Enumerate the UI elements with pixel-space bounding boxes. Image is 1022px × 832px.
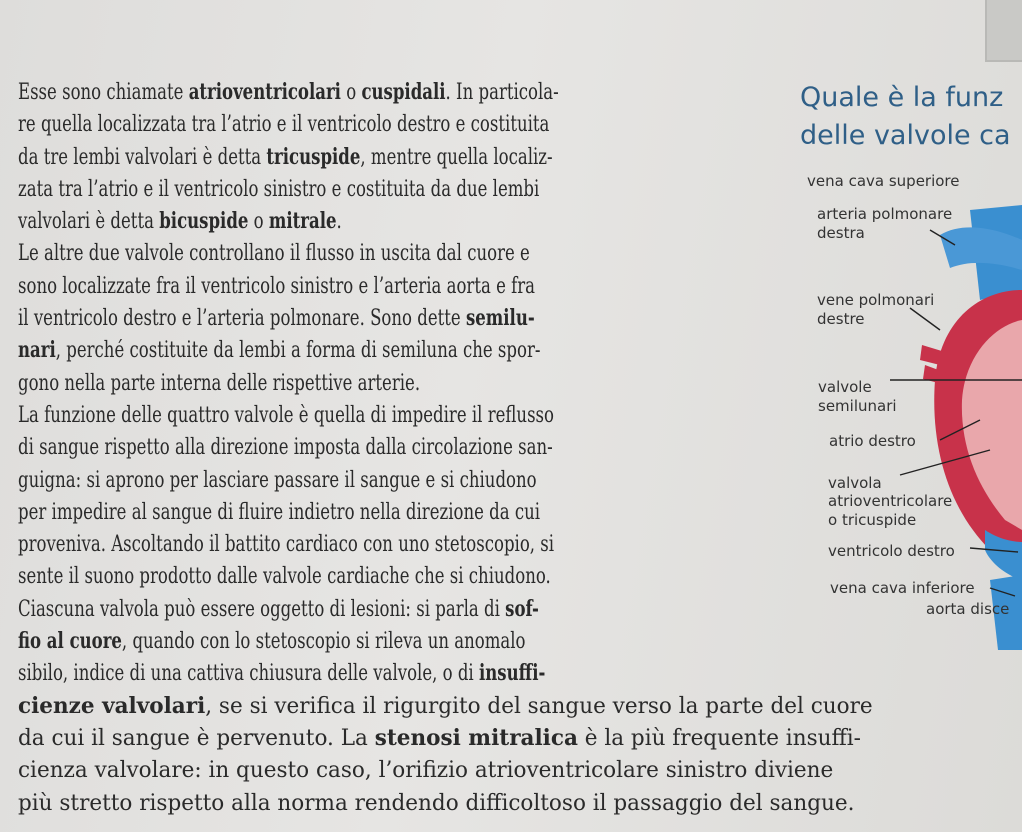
text-run: proveniva. Ascoltando il battito cardiaco con uno stetoscopio, si bbox=[18, 531, 555, 558]
paragraph-line bbox=[18, 205, 760, 237]
text-run: Esse sono chiamate bbox=[18, 79, 189, 105]
paragraph-line bbox=[18, 496, 760, 528]
paragraph-line bbox=[18, 270, 760, 302]
text-run: , perché costituite da lembi a forma di semiluna che spor- bbox=[55, 337, 541, 364]
question-title-line-1: Quale è la funz bbox=[800, 82, 1004, 113]
paragraph-line bbox=[18, 399, 760, 431]
bold-term: mitrale bbox=[268, 208, 337, 235]
text-run: . bbox=[336, 208, 342, 235]
text-run: o bbox=[248, 208, 269, 235]
paragraph-line bbox=[18, 108, 760, 140]
bold-term: insuffi- bbox=[478, 660, 546, 687]
text-run: per impedire al sangue di fluire indietro nella direzione da cui bbox=[18, 498, 541, 525]
paragraph-line bbox=[18, 464, 760, 496]
label-atrio-destro: atrio destro bbox=[829, 432, 916, 450]
bold-term: sof- bbox=[505, 595, 539, 622]
label-valvola-tricuspide: o tricuspide bbox=[828, 511, 917, 529]
text-run: è la più frequente insuffi- bbox=[577, 724, 861, 751]
text-run: , se si verifica il rigurgito del sangue verso la parte del cuore bbox=[205, 692, 873, 719]
bold-term: nari bbox=[18, 337, 56, 364]
text-run: guigna: si aprono per lasciare passare il sangue e si chiudono bbox=[18, 466, 537, 493]
text-run: , quando con lo stetoscopio si rileva un anomalo bbox=[121, 628, 526, 655]
bold-term: tricuspide bbox=[266, 143, 361, 170]
paragraph-line bbox=[18, 722, 985, 754]
bold-term: semilu- bbox=[465, 305, 535, 332]
paragraph-line bbox=[18, 76, 760, 108]
paragraph-line bbox=[18, 237, 760, 269]
paragraph-line bbox=[18, 593, 760, 625]
label-vene-polmonari: vene polmonari bbox=[817, 291, 935, 309]
bold-term: atrioventricolari bbox=[188, 79, 341, 105]
paragraph-line bbox=[18, 302, 760, 334]
text-run: gono nella parte interna delle rispettive arterie. bbox=[18, 369, 421, 396]
text-run: re quella localizzata tra l’atrio e il ventricolo destro e costituita bbox=[18, 111, 550, 138]
text-run: sente il suono prodotto dalle valvole cardiache che si chiudono. bbox=[18, 563, 551, 590]
paragraph-line bbox=[18, 754, 985, 786]
paragraph-line bbox=[18, 141, 760, 173]
text-run: sono localizzate fra il ventricolo sinistro e l’arteria aorta e fra bbox=[18, 272, 536, 299]
text-run: più stretto rispetto alla norma rendendo difficoltoso il passaggio del sangue. bbox=[18, 789, 855, 816]
paragraph-line bbox=[18, 431, 760, 463]
label-arteria-polmonare-destra: destra bbox=[817, 224, 865, 242]
paragraph-line bbox=[18, 560, 760, 592]
page-corner-tab bbox=[985, 0, 1022, 62]
paragraph-line bbox=[18, 787, 985, 819]
text-run: il ventricolo destro e l’arteria polmonare. Sono dette bbox=[18, 305, 466, 332]
paragraph-line bbox=[18, 625, 760, 657]
main-paragraph bbox=[18, 76, 1022, 819]
bold-term: cuspidali bbox=[361, 79, 446, 105]
text-run: Le altre due valvole controllano il flusso in uscita dal cuore e bbox=[18, 240, 530, 267]
text-run: o bbox=[340, 79, 362, 105]
label-ventricolo-destro: ventricolo destro bbox=[828, 542, 955, 560]
bold-term: cienze valvolari bbox=[18, 692, 206, 719]
bold-term: stenosi mitralica bbox=[374, 724, 578, 751]
text-run: La funzione delle quattro valvole è quella di impedire il reflusso bbox=[18, 401, 555, 428]
text-run: da tre lembi valvolari è detta bbox=[18, 143, 267, 170]
text-run: cienza valvolare: in questo caso, l’orifizio atrioventricolare sinistro diviene bbox=[18, 757, 834, 784]
text-run: di sangue rispetto alla direzione imposta dalla circolazione san- bbox=[18, 434, 553, 461]
paragraph-line bbox=[18, 367, 760, 399]
question-title-line-2: delle valvole ca bbox=[800, 120, 1011, 151]
label-valvole-semilunari: semilunari bbox=[818, 397, 897, 415]
label-vena-cava-superiore: vena cava superiore bbox=[807, 172, 960, 190]
label-vene-polmonari-destre: destre bbox=[817, 310, 865, 328]
text-run: da cui il sangue è pervenuto. La bbox=[18, 724, 375, 751]
text-run: zata tra l’atrio e il ventricolo sinistro e costituita da due lembi bbox=[18, 175, 540, 202]
bold-term: bicuspide bbox=[159, 208, 249, 235]
label-valvole: valvole bbox=[818, 378, 872, 396]
label-valvola: valvola bbox=[828, 474, 882, 492]
paragraph-line bbox=[18, 690, 985, 722]
text-run: , mentre quella localiz- bbox=[360, 143, 553, 170]
label-vena-cava-inferiore: vena cava inferiore bbox=[830, 579, 975, 597]
text-run: valvolari è detta bbox=[18, 208, 160, 235]
label-valvola-atrioventricolare: atrioventricolare bbox=[828, 492, 953, 510]
paragraph-line bbox=[18, 334, 760, 366]
text-run: sibilo, indice di una cattiva chiusura delle valvole, o di bbox=[18, 660, 479, 687]
text-run: . In particola- bbox=[445, 79, 559, 105]
label-aorta-discendente: aorta disce bbox=[926, 600, 1010, 618]
bold-term: fio al cuore bbox=[18, 628, 122, 655]
text-run: Ciascuna valvola può essere oggetto di lesioni: si parla di bbox=[18, 595, 506, 622]
label-arteria-polmonare: arteria polmonare bbox=[817, 205, 953, 223]
paragraph-line bbox=[18, 657, 760, 689]
paragraph-line bbox=[18, 173, 760, 205]
paragraph-line bbox=[18, 528, 760, 560]
